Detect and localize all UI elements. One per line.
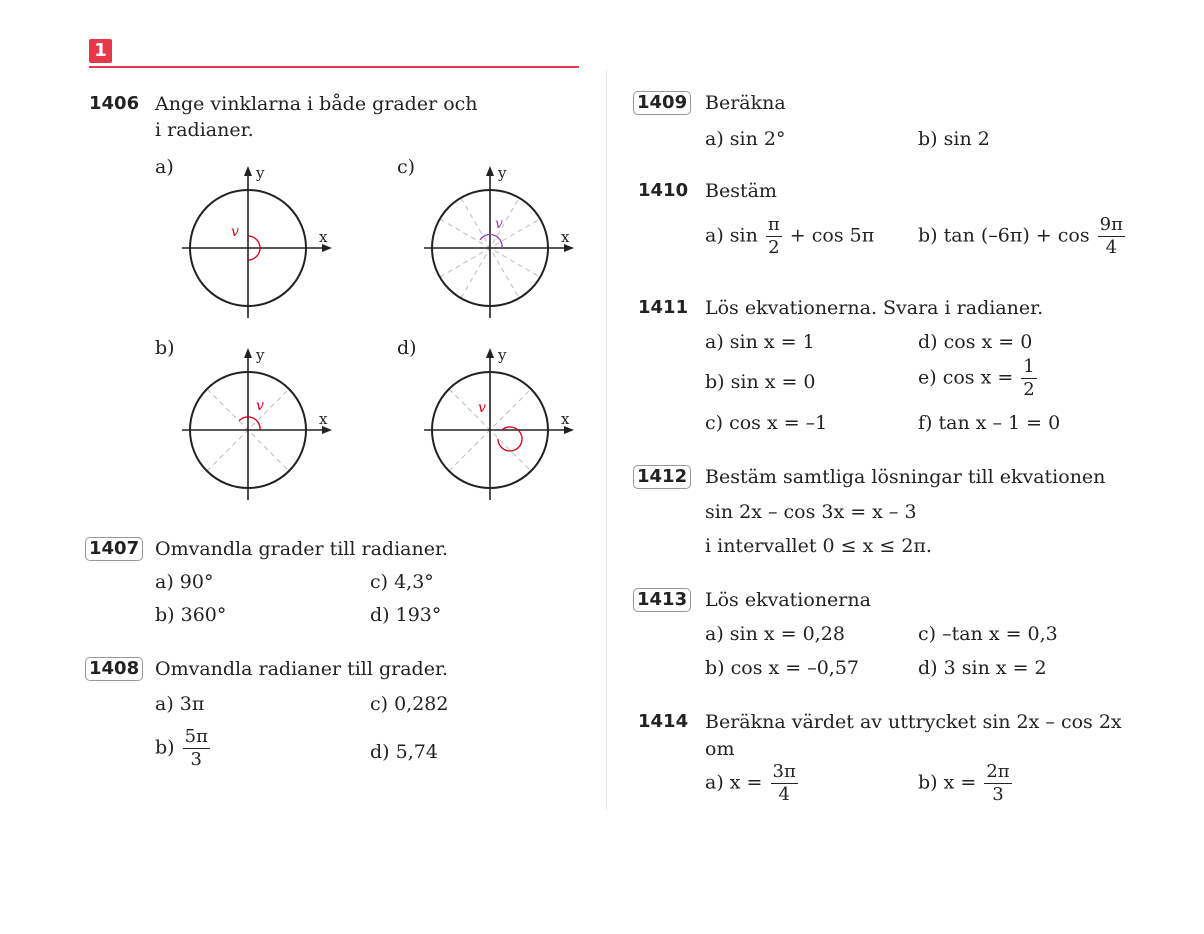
x-axis-label: x [319,228,328,246]
unit-circle-diagram-b [176,340,336,502]
fraction-numerator: 9π [1099,214,1123,235]
exercise-number: 1411 [638,297,689,318]
y-axis-arrow-icon [486,166,494,176]
fraction [1098,216,1125,257]
fraction [766,216,782,257]
exercise-text: Beräkna [705,92,786,114]
subtask-b [155,728,212,769]
fraction-numerator: 2π [986,761,1010,782]
fraction [771,763,798,804]
exercise-text: Bestäm [705,180,777,202]
y-axis-label: y [498,346,507,364]
subtask-d: d) 193° [370,604,442,626]
subtask-c: c) 0,282 [370,693,449,715]
subtask-a: a) sin x = 1 [705,331,815,353]
x-axis-label: x [319,410,328,428]
y-axis-arrow-icon [486,348,494,358]
fraction-denominator: 2 [1023,379,1035,400]
unit-circle-diagram-c [418,158,578,320]
exercise-number: 1408 [85,657,143,681]
part-label: a) [155,156,174,178]
unit-circle-diagram-a [176,158,336,320]
subtask-a [705,216,874,257]
subtask-a: a) 90° [155,571,214,593]
subtask-c: c) cos x = –1 [705,412,828,434]
exercise-number: 1410 [638,180,689,201]
fraction [984,763,1011,804]
exercise-number: 1407 [85,537,143,561]
expression-part: b) tan (–6π) + cos [918,224,1090,247]
part-label: d) [397,337,417,359]
subtask-label: b) [155,736,175,759]
subtask-c: c) 4,3° [370,571,434,593]
fraction-numerator: 5π [184,726,208,747]
fraction-numerator: π [767,214,780,235]
fraction-denominator: 4 [1105,237,1118,258]
exercise-text: Ange vinklarna i både grader och [155,93,478,115]
fraction-numerator: 1 [1023,356,1035,377]
unit-circle-diagram-d [418,340,578,502]
x-axis-label: x [561,410,570,428]
subtask-b: b) sin 2 [918,128,990,150]
fraction-denominator: 3 [992,784,1004,805]
y-axis-label: y [256,346,265,364]
expression-part: a) x = [705,771,763,794]
exercise-number: 1406 [89,93,140,114]
subtask-b [918,763,1014,804]
angle-label: v [495,216,503,232]
expression-part: a) sin [705,224,758,247]
y-axis-arrow-icon [244,348,252,358]
fraction-denominator: 4 [778,784,790,805]
chapter-rule [89,66,579,68]
y-axis-arrow-icon [244,166,252,176]
angle-label: v [256,398,264,414]
expression-part: + cos 5π [789,224,875,247]
subtask-c: c) –tan x = 0,3 [918,623,1058,645]
angle-arc [480,234,502,248]
chapter-badge: 1 [89,39,112,63]
equation: sin 2x – cos 3x = x – 3 [705,501,917,523]
part-label: b) [155,337,175,359]
column-divider [606,70,607,810]
exercise-text: Beräkna värdet av uttrycket sin 2x – cos 2x [705,711,1122,733]
subtask-a: a) sin x = 0,28 [705,623,845,645]
y-axis-label: y [256,164,265,182]
subtask-b: b) 360° [155,604,227,626]
subtask-b [918,216,1127,257]
fraction-numerator: 3π [772,761,796,782]
expression-part: e) cos x = [918,366,1014,389]
x-axis-label: x [561,228,570,246]
subtask-d: d) 5,74 [370,741,438,763]
exercise-text: Lös ekvationerna [705,589,871,611]
subtask-f: f) tan x – 1 = 0 [918,412,1061,434]
exercise-number: 1413 [633,588,691,612]
exercise-number: 1414 [638,711,689,732]
angle-label: v [478,400,486,416]
subtask-a: a) 3π [155,693,205,715]
expression-part: b) x = [918,771,977,794]
subtask-d: d) cos x = 0 [918,331,1033,353]
exercise-text: Lös ekvationerna. Svara i radianer. [705,297,1044,319]
subtask-e [918,358,1039,399]
exercise-text: Omvandla radianer till grader. [155,658,448,680]
fraction [183,728,210,769]
subtask-a: a) sin 2° [705,128,786,150]
fraction-denominator: 2 [768,237,780,258]
angle-label: v [231,224,239,240]
exercise-text: Omvandla grader till radianer. [155,538,448,560]
subtask-b: b) cos x = –0,57 [705,657,860,679]
y-axis-label: y [498,164,507,182]
part-label: c) [397,156,416,178]
fraction-denominator: 3 [190,749,202,770]
exercise-text: om [705,738,735,760]
subtask-d: d) 3 sin x = 2 [918,657,1047,679]
subtask-a [705,763,800,804]
angle-arc [239,417,260,430]
exercise-text: Bestäm samtliga lösningar till ekvationen [705,466,1106,488]
exercise-number: 1409 [633,91,691,115]
exercise-number: 1412 [633,465,691,489]
interval-text: i intervallet 0 ≤ x ≤ 2π. [705,535,932,557]
exercise-text: i radianer. [155,119,254,141]
subtask-b: b) sin x = 0 [705,371,816,393]
fraction [1021,358,1036,399]
